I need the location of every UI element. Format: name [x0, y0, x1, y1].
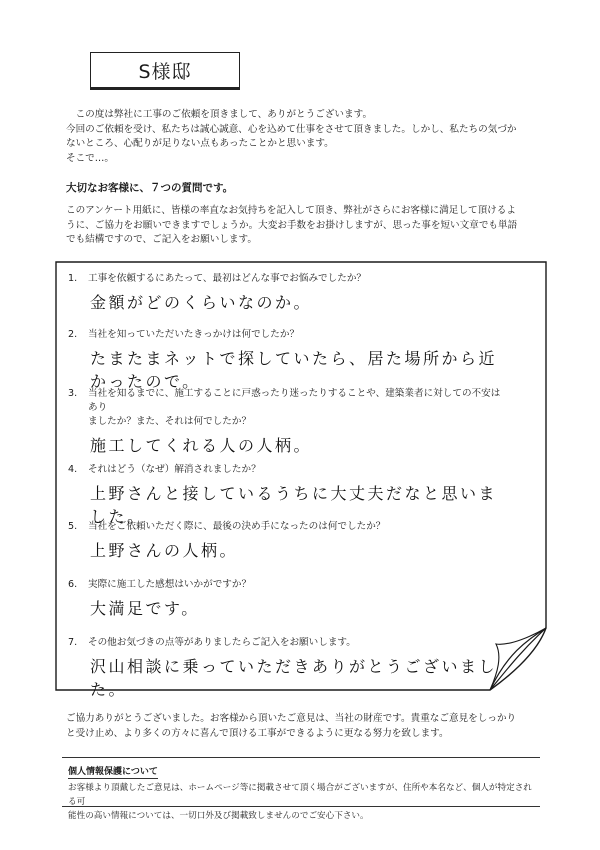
- question-text: 工事を依頼するにあたって、最初はどんな事でお悩みでしたか？: [88, 273, 367, 284]
- question-number: 6.: [68, 579, 78, 590]
- question-item: [68, 387, 508, 456]
- question-item: [68, 463, 508, 527]
- question-number: 3.: [68, 388, 78, 399]
- privacy-line: 能性の高い情報については、一切口外及び掲載致しませんのでご安心下さい。: [68, 811, 369, 821]
- description-line: うに、ご協力をお願いできますでしょうか。大変お手数をお掛けしますが、思った事を短い文章でも単語: [66, 219, 518, 231]
- answer-text: 施工してくれる人の人柄。: [90, 436, 313, 455]
- answer-text: 沢山相談に乗っていただきありがとうございました。: [90, 657, 498, 699]
- intro-line: ないところ、心配りが足りない点もあったことかと思います。: [66, 138, 334, 149]
- question-text: 当社を知っていただいたきっかけは何でしたか？: [88, 329, 300, 340]
- answer-text: 金額がどのくらいなのか。: [90, 293, 313, 312]
- question-number: 2.: [68, 329, 78, 340]
- question-text: ましたか？また、それは何でしたか？: [88, 416, 252, 427]
- privacy-line: お客様より頂戴したご意見は、ホームページ等に掲載させて頂く場合がございますが、住所や本名など、個人が特定される可: [68, 783, 532, 807]
- thanks-line: ご協力ありがとうございました。お客様から頂いたご意見は、当社の財産です。貴重なご意見をしっかり: [66, 713, 517, 724]
- question-text: 当社をご依頼いただく際に、最後の決め手になったのは何でしたか？: [88, 521, 386, 532]
- question-item: [68, 520, 508, 561]
- answer-text: 大満足です。: [90, 599, 200, 618]
- description-line: このアンケート用紙に、皆様の率直なお気持ちを記入して頂き、弊社がさらにお客様に満足して頂けるよ: [66, 205, 516, 216]
- question-item: [68, 636, 508, 700]
- intro-line: そこで…。: [66, 152, 114, 164]
- question-number: 4.: [68, 464, 78, 475]
- privacy-title: 個人情報保護について: [68, 764, 158, 779]
- question-item: [68, 272, 508, 313]
- description-line: でも結構ですので、ご記入をお願いします。: [66, 234, 257, 245]
- intro-line: 今回のご依頼を受け、私たちは誠心誠意、心を込めて仕事をさせて頂きました。しかし、私たちの気づか: [66, 123, 517, 135]
- section-heading: 大切なお客様に、７つの質問です。: [66, 182, 234, 194]
- intro-line: この度は弊社に工事のご依頼を頂きまして、ありがとうございます。: [75, 109, 373, 120]
- answer-text: 上野さんの人柄。: [90, 541, 239, 560]
- privacy-notice: [62, 757, 540, 821]
- thanks-text: [66, 711, 536, 741]
- question-text: 当社を知るまでに、施工することに戸惑ったり迷ったりすることや、建築業者に対しての不安はあり: [88, 388, 501, 413]
- question-number: 5.: [68, 521, 78, 532]
- answer-text: 上野さんと接しているうちに大丈夫だなと思いました。: [90, 484, 498, 526]
- question-text: それはどう（なぜ）解消されましたか？: [88, 464, 261, 475]
- question-number: 1.: [68, 273, 78, 284]
- question-item: [68, 328, 508, 392]
- page-title: S様邸: [90, 52, 240, 90]
- answer-text: たまたまネットで探していたら、居た場所から近かったので。: [90, 349, 498, 391]
- question-item: [68, 578, 508, 619]
- question-number: 7.: [68, 637, 78, 648]
- thanks-line: と受け止め、より多くの方々に喜んで頂ける工事ができるように更なる努力を致します。: [66, 728, 449, 739]
- question-text: その他お気づきの点等がありましたらご記入をお願いします。: [88, 637, 356, 648]
- question-text: 実際に施工した感想はいかがですか？: [88, 579, 252, 590]
